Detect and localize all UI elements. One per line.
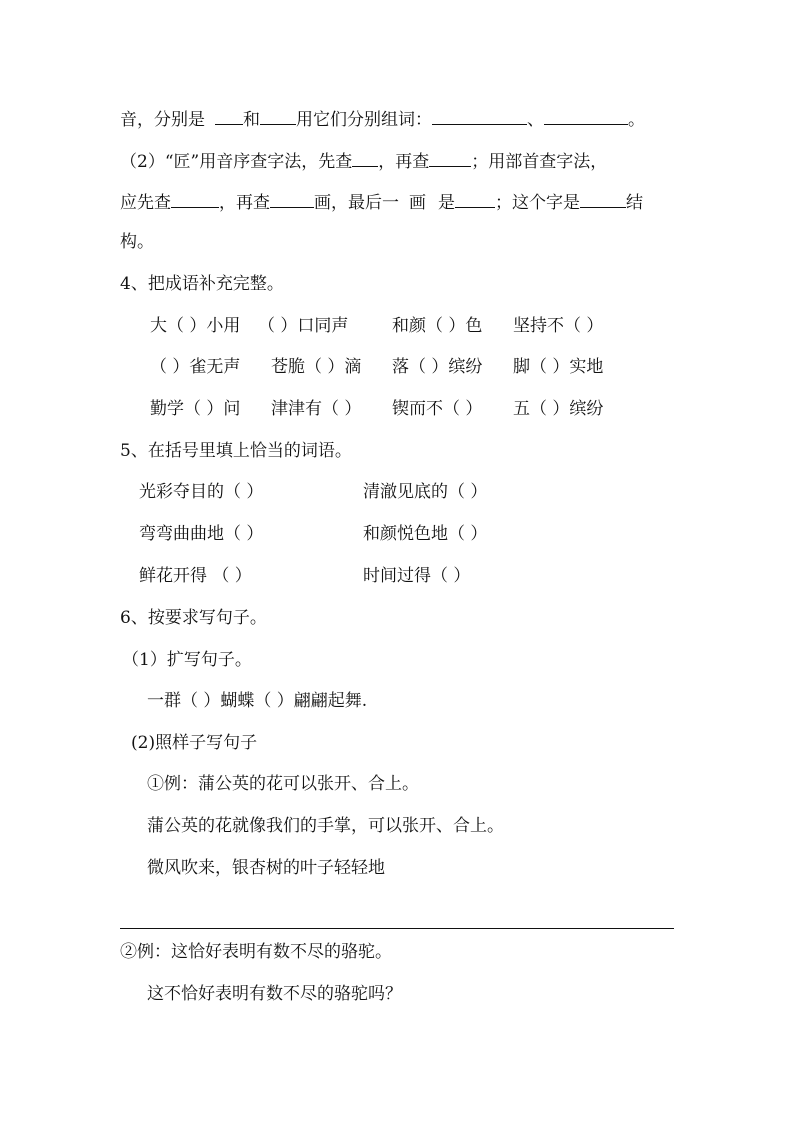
idiom-item: 脚（ ）实地: [513, 357, 604, 377]
q3-line-3: [120, 190, 643, 214]
idiom-item: 落（ ）缤纷: [392, 357, 483, 377]
idiom-item: 津津有（ ）: [271, 399, 362, 419]
q3-text: 应先查: [120, 193, 171, 213]
q3-line-4: 构。: [120, 232, 154, 252]
q6-example-2: ②例：这恰好表明有数不尽的骆驼。: [120, 942, 392, 962]
answer-blank[interactable]: [260, 107, 296, 125]
q3-text: （2）“匠”用音序查字法，先查: [120, 152, 353, 172]
answer-blank[interactable]: [171, 190, 219, 208]
q6-example-1: ①例：蒲公英的花可以张开、合上。: [147, 774, 419, 794]
answer-line[interactable]: [120, 928, 674, 929]
q3-text: ，再查: [219, 193, 270, 213]
q3-text: 、: [527, 110, 544, 130]
fill-item: 弯弯曲曲地（ ）: [139, 524, 264, 544]
idiom-item: 勤学（ ）问: [150, 399, 241, 419]
fill-item: 鲜花开得 （ ）: [139, 566, 252, 586]
q3-text: 画: [409, 193, 426, 213]
q3-line-2: [120, 149, 607, 173]
answer-blank[interactable]: [215, 107, 243, 125]
q3-text: ；用部首查字法，: [471, 152, 608, 172]
answer-blank[interactable]: [432, 107, 527, 125]
idiom-item: 五（ ）缤纷: [513, 399, 604, 419]
q3-text: ；这个字是: [495, 193, 580, 213]
fill-item: 光彩夺目的（ ）: [139, 482, 264, 502]
q6-example-1-task: 微风吹来，银杏树的叶子轻轻地: [147, 858, 385, 878]
fill-item: 清澈见底的（ ）: [363, 482, 488, 502]
q4-title: 4、把成语补充完整。: [120, 274, 284, 294]
fill-item: 时间过得（ ）: [363, 566, 471, 586]
idiom-item: 锲而不（ ）: [392, 399, 483, 419]
q3-text: 画，最后一: [314, 193, 399, 213]
q3-line-1: [120, 107, 645, 131]
q6-sub2-title: (2)照样子写句子: [131, 733, 258, 753]
q3-text: 和: [243, 110, 260, 130]
q6-sub1-sentence: 一群（ ）蝴蝶（ ）翩翩起舞.: [147, 691, 368, 711]
q6-sub1-title: （1）扩写句子。: [122, 650, 252, 670]
q3-text: 用它们分别组词：: [296, 110, 432, 130]
idiom-item: 和颜（ ）色: [392, 316, 483, 336]
q3-text: 。: [628, 110, 645, 130]
idiom-item: （ ）雀无声: [150, 357, 241, 377]
idiom-item: 大（ ）小用: [150, 316, 241, 336]
q6-title: 6、按要求写句子。: [120, 608, 267, 628]
answer-blank[interactable]: [352, 149, 378, 167]
idiom-item: （ ）口同声: [258, 316, 349, 336]
answer-blank[interactable]: [270, 190, 314, 208]
q5-title: 5、在括号里填上恰当的词语。: [120, 441, 352, 461]
q3-text: 音，分别是: [120, 110, 205, 130]
answer-blank[interactable]: [580, 190, 626, 208]
q3-text: 是: [438, 193, 455, 213]
q6-example-1-answer: 蒲公英的花就像我们的手掌，可以张开、合上。: [147, 816, 504, 836]
answer-blank[interactable]: [429, 149, 471, 167]
idiom-item: 坚持不（ ）: [513, 316, 604, 336]
fill-item: 和颜悦色地（ ）: [363, 524, 488, 544]
answer-blank[interactable]: [544, 107, 628, 125]
idiom-item: 苍脆（ ）滴: [271, 357, 362, 377]
answer-blank[interactable]: [455, 190, 495, 208]
q3-text: 结: [626, 193, 643, 213]
q6-example-2-answer: 这不恰好表明有数不尽的骆驼吗？: [147, 984, 402, 1004]
q3-text: ，再查: [378, 152, 430, 172]
